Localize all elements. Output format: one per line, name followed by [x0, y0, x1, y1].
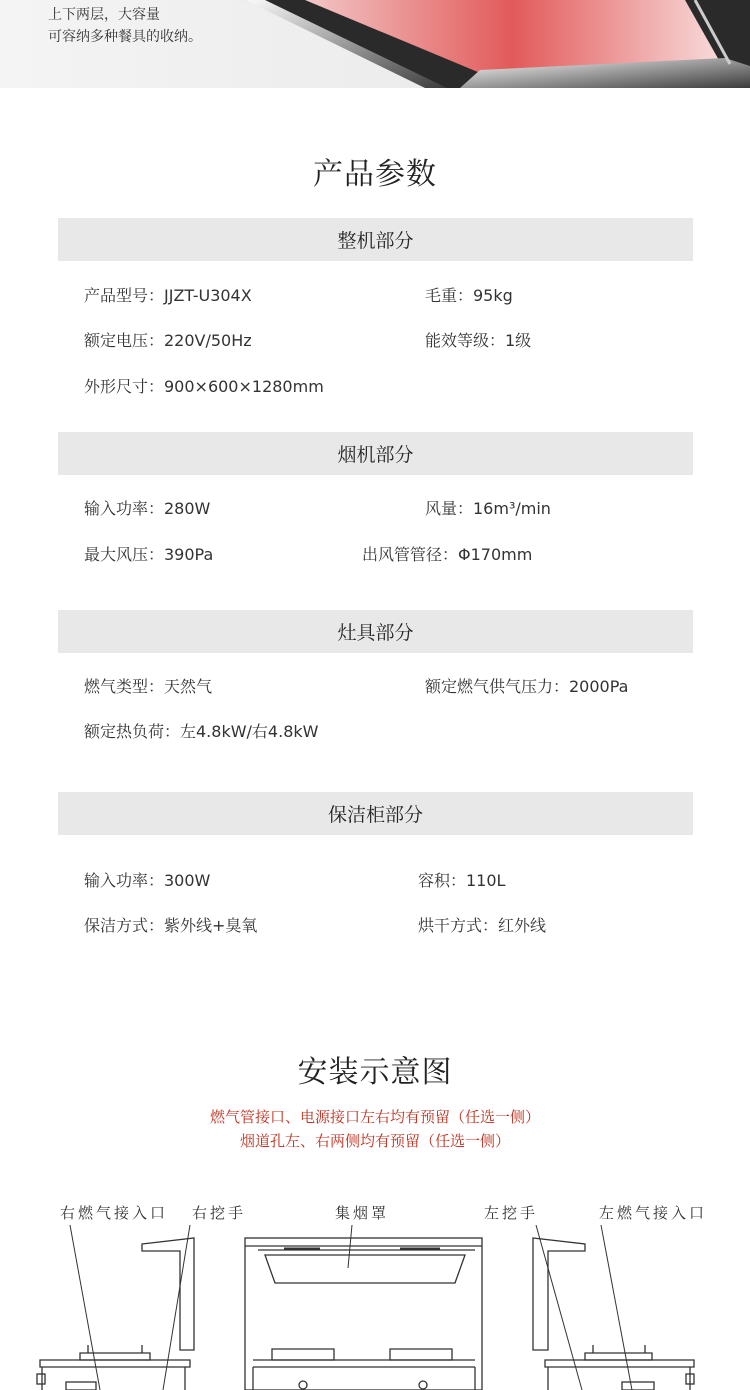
front-view	[245, 1238, 482, 1390]
install-note-2: 烟道孔左、右两侧均有预留（任选一侧）	[239, 1132, 510, 1150]
section-header-whole: 整机部分	[58, 218, 693, 261]
spec-gas-pressure: 额定燃气供气压力：2000Pa	[425, 677, 629, 696]
params-title: 产品参数	[313, 157, 437, 192]
spec-drying: 烘干方式：红外线	[418, 916, 547, 935]
label-left-gas: 左燃气接入口	[599, 1204, 708, 1222]
banner-line-2: 可容纳多种餐具的收纳。	[48, 29, 202, 45]
banner-text	[48, 4, 202, 48]
side-view-left	[533, 1238, 694, 1390]
label-right-gas: 右燃气接入口	[60, 1204, 169, 1222]
section-header-stove: 灶具部分	[58, 610, 693, 653]
spec-hood-power: 输入功率：280W	[84, 499, 211, 518]
install-title: 安装示意图	[297, 1055, 453, 1090]
spec-heat-load: 额定热负荷：左4.8kW/右4.8kW	[84, 722, 319, 741]
section-header-cabinet: 保洁柜部分	[58, 792, 693, 835]
spec-voltage: 额定电压：220V/50Hz	[84, 331, 252, 350]
product-image	[185, 0, 750, 88]
spec-dimensions: 外形尺寸：900×600×1280mm	[84, 377, 324, 396]
spec-sterilize: 保洁方式：紫外线+臭氧	[84, 916, 258, 935]
spec-gas-type: 燃气类型：天然气	[84, 677, 213, 696]
label-right-handle: 右挖手	[192, 1204, 247, 1222]
spec-efficiency: 能效等级：1级	[425, 331, 532, 350]
install-diagram	[0, 1225, 750, 1390]
spec-airflow: 风量：16m³/min	[425, 499, 551, 518]
spec-volume: 容积：110L	[418, 871, 506, 890]
banner-line-1: 上下两层，大容量	[48, 7, 160, 23]
spec-model: 产品型号：JJZT-U304X	[84, 286, 252, 305]
section-header-hood: 烟机部分	[58, 432, 693, 475]
side-view-right	[37, 1238, 194, 1390]
spec-duct: 出风管管径：Φ170mm	[362, 545, 533, 564]
spec-pressure: 最大风压：390Pa	[84, 545, 214, 564]
install-note-1: 燃气管接口、电源接口左右均有预留（任选一侧）	[209, 1108, 540, 1126]
spec-cabinet-power: 输入功率：300W	[84, 871, 211, 890]
label-hood: 集烟罩	[335, 1204, 390, 1222]
spec-weight: 毛重：95kg	[425, 286, 513, 305]
label-left-handle: 左挖手	[484, 1204, 539, 1222]
top-banner	[0, 0, 750, 88]
